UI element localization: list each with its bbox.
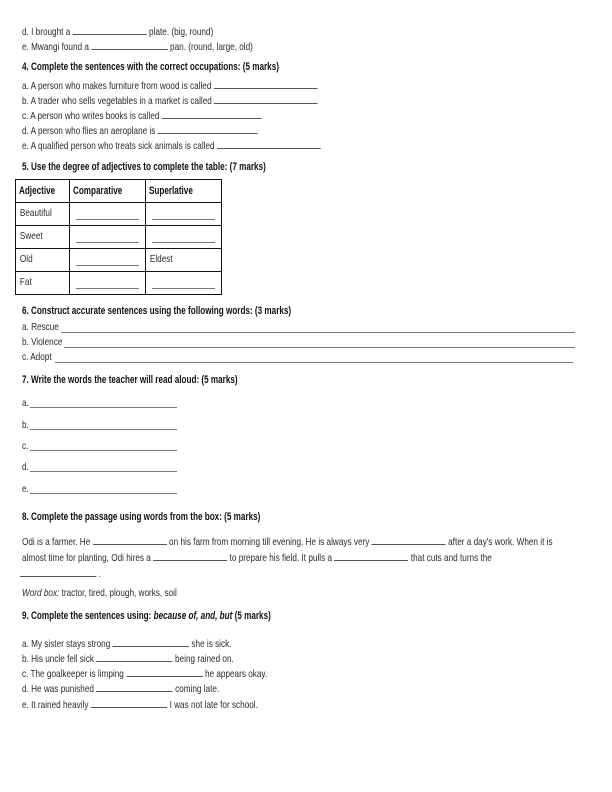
passage-text: almost time for planting, Odi hires a <box>22 552 151 564</box>
adjective-cell: Fat <box>19 276 32 288</box>
q4-item-c <box>22 108 264 122</box>
answer-blank[interactable] <box>126 666 202 677</box>
q8-passage-line-2 <box>22 550 492 564</box>
answer-blank[interactable] <box>73 24 147 35</box>
q6-heading: 6. Construct accurate sentences using the following words: (3 marks) <box>22 305 292 317</box>
q4-b-text: b. A trader who sells vegetables in a market is called <box>22 95 212 107</box>
table-row <box>16 249 222 272</box>
q9-c-suffix: he appears okay. <box>204 668 268 680</box>
answer-blank[interactable] <box>76 242 139 243</box>
answer-line[interactable] <box>55 362 573 363</box>
answer-blank[interactable] <box>96 651 172 662</box>
q9-item-d <box>22 681 219 695</box>
passage-text: Odi is a farmer. He <box>22 536 91 548</box>
q7-item-b-label: b. <box>22 419 29 431</box>
answer-blank[interactable] <box>162 108 262 119</box>
q4-item-d <box>22 123 260 137</box>
answer-blank[interactable] <box>76 219 139 220</box>
answer-blank[interactable] <box>152 288 215 289</box>
q9-heading <box>22 610 271 623</box>
col-header-comparative: Comparative <box>72 185 123 197</box>
answer-line[interactable] <box>61 332 575 333</box>
q9-item-e <box>22 697 258 711</box>
q7-item-a-label: a. <box>22 397 29 409</box>
answer-blank[interactable] <box>96 681 172 692</box>
q9-item-a <box>22 636 231 650</box>
word-box-label: Word box: <box>22 587 60 599</box>
adjective-table <box>15 179 222 295</box>
q3-e-suffix: pan. (round, large, old) <box>170 41 253 53</box>
comparative-cell[interactable] <box>69 226 145 249</box>
q8-passage-line-3 <box>20 566 101 580</box>
q9-heading-suffix: (5 marks) <box>234 610 271 622</box>
word-box-words: tractor, tired, plough, works, soil <box>61 587 177 599</box>
comparative-cell[interactable] <box>69 203 145 226</box>
answer-blank[interactable] <box>152 219 215 220</box>
q9-a-suffix: she is sick. <box>191 638 232 650</box>
q7-item-d-label: d. <box>22 461 29 473</box>
q4-c-text: c. A person who writes books is called <box>22 110 160 122</box>
col-header-superlative: Superlative <box>148 185 193 197</box>
comparative-cell[interactable] <box>69 272 145 295</box>
q7-item-e-label: e. <box>22 483 29 495</box>
answer-blank[interactable] <box>76 288 139 289</box>
q4-item-b <box>22 93 320 107</box>
passage-text: . <box>98 568 102 580</box>
col-header-adjective: Adjective <box>18 185 56 197</box>
q9-e-suffix: I was not late for school. <box>169 699 258 711</box>
q7-heading: 7. Write the words the teacher will read aloud: (5 marks) <box>22 374 238 386</box>
answer-line[interactable] <box>64 347 575 348</box>
q9-b-prefix: b. His uncle fell sick <box>22 653 94 665</box>
table-row <box>16 272 222 295</box>
answer-blank[interactable] <box>158 123 258 134</box>
superlative-given: Eldest <box>149 253 173 265</box>
q6-item-c: c. Adopt <box>22 351 52 363</box>
answer-blank[interactable] <box>153 550 227 561</box>
q8-passage-line-1 <box>22 534 553 548</box>
answer-blank[interactable] <box>91 697 167 708</box>
q8-word-box <box>22 587 177 599</box>
passage-text: after a day's work. When it is <box>448 536 553 548</box>
answer-blank[interactable] <box>113 636 189 647</box>
q4-item-a <box>22 78 320 92</box>
q5-heading: 5. Use the degree of adjectives to complete the table: (7 marks) <box>22 161 266 173</box>
table-header-row <box>16 180 222 203</box>
superlative-cell[interactable] <box>145 272 221 295</box>
answer-blank[interactable] <box>214 78 318 89</box>
q4-d-text: d. A person who flies an aeroplane is <box>22 125 156 137</box>
q6-item-a: a. Rescue <box>22 321 59 333</box>
answer-blank[interactable] <box>334 550 408 561</box>
passage-text: that cuts and turns the <box>410 552 492 564</box>
answer-line[interactable] <box>30 471 177 472</box>
table-row <box>16 226 222 249</box>
superlative-cell <box>145 249 221 272</box>
q4-item-e <box>22 138 323 152</box>
q9-d-suffix: coming late. <box>175 683 220 695</box>
q3-item-e <box>22 39 253 53</box>
q9-item-b <box>22 651 234 665</box>
answer-line[interactable] <box>30 407 177 408</box>
q4-e-text: e. A qualified person who treats sick animals is called <box>22 140 215 152</box>
passage-text: on his farm from morning till evening. He is always very <box>169 536 370 548</box>
q3-d-suffix: plate. (big, round) <box>149 26 214 38</box>
q3-d-prefix: d. I brought a <box>22 26 71 38</box>
q9-d-prefix: d. He was punished <box>22 683 94 695</box>
q9-heading-words: because of, and, but <box>153 610 233 622</box>
superlative-cell[interactable] <box>145 226 221 249</box>
answer-blank[interactable] <box>214 93 318 104</box>
q9-e-prefix: e. It rained heavily <box>22 699 89 711</box>
superlative-cell[interactable] <box>145 203 221 226</box>
answer-blank[interactable] <box>93 534 167 545</box>
answer-blank[interactable] <box>372 534 446 545</box>
adjective-cell: Old <box>19 253 33 265</box>
adjective-cell: Sweet <box>19 230 43 242</box>
answer-blank[interactable] <box>91 39 167 50</box>
answer-line[interactable] <box>30 429 177 430</box>
q9-a-prefix: a. My sister stays strong <box>22 638 111 650</box>
answer-blank[interactable] <box>152 242 215 243</box>
answer-line[interactable] <box>30 450 177 451</box>
table-row <box>16 203 222 226</box>
q9-c-prefix: c. The goalkeeper is limping <box>22 668 124 680</box>
q8-heading: 8. Complete the passage using words from the box: (5 marks) <box>22 511 261 523</box>
q9-item-c <box>22 666 267 680</box>
answer-blank[interactable] <box>20 566 96 577</box>
answer-line[interactable] <box>30 493 177 494</box>
q6-item-b: b. Violence <box>22 336 63 348</box>
answer-blank[interactable] <box>76 265 139 266</box>
passage-text: to prepare his field. It pulls a <box>229 552 333 564</box>
q4-heading: 4. Complete the sentences with the correct occupations: (5 marks) <box>22 61 279 73</box>
answer-blank[interactable] <box>217 138 321 149</box>
q4-a-text: a. A person who makes furniture from wood is called <box>22 80 212 92</box>
comparative-cell[interactable] <box>69 249 145 272</box>
q3-item-d <box>22 24 213 38</box>
q9-b-suffix: being rained on. <box>175 653 234 665</box>
adjective-cell: Beautiful <box>19 207 52 219</box>
q3-e-prefix: e. Mwangi found a <box>22 41 89 53</box>
q9-heading-prefix: 9. Complete the sentences using: <box>22 610 152 622</box>
q7-item-c-label: c. <box>22 440 29 452</box>
